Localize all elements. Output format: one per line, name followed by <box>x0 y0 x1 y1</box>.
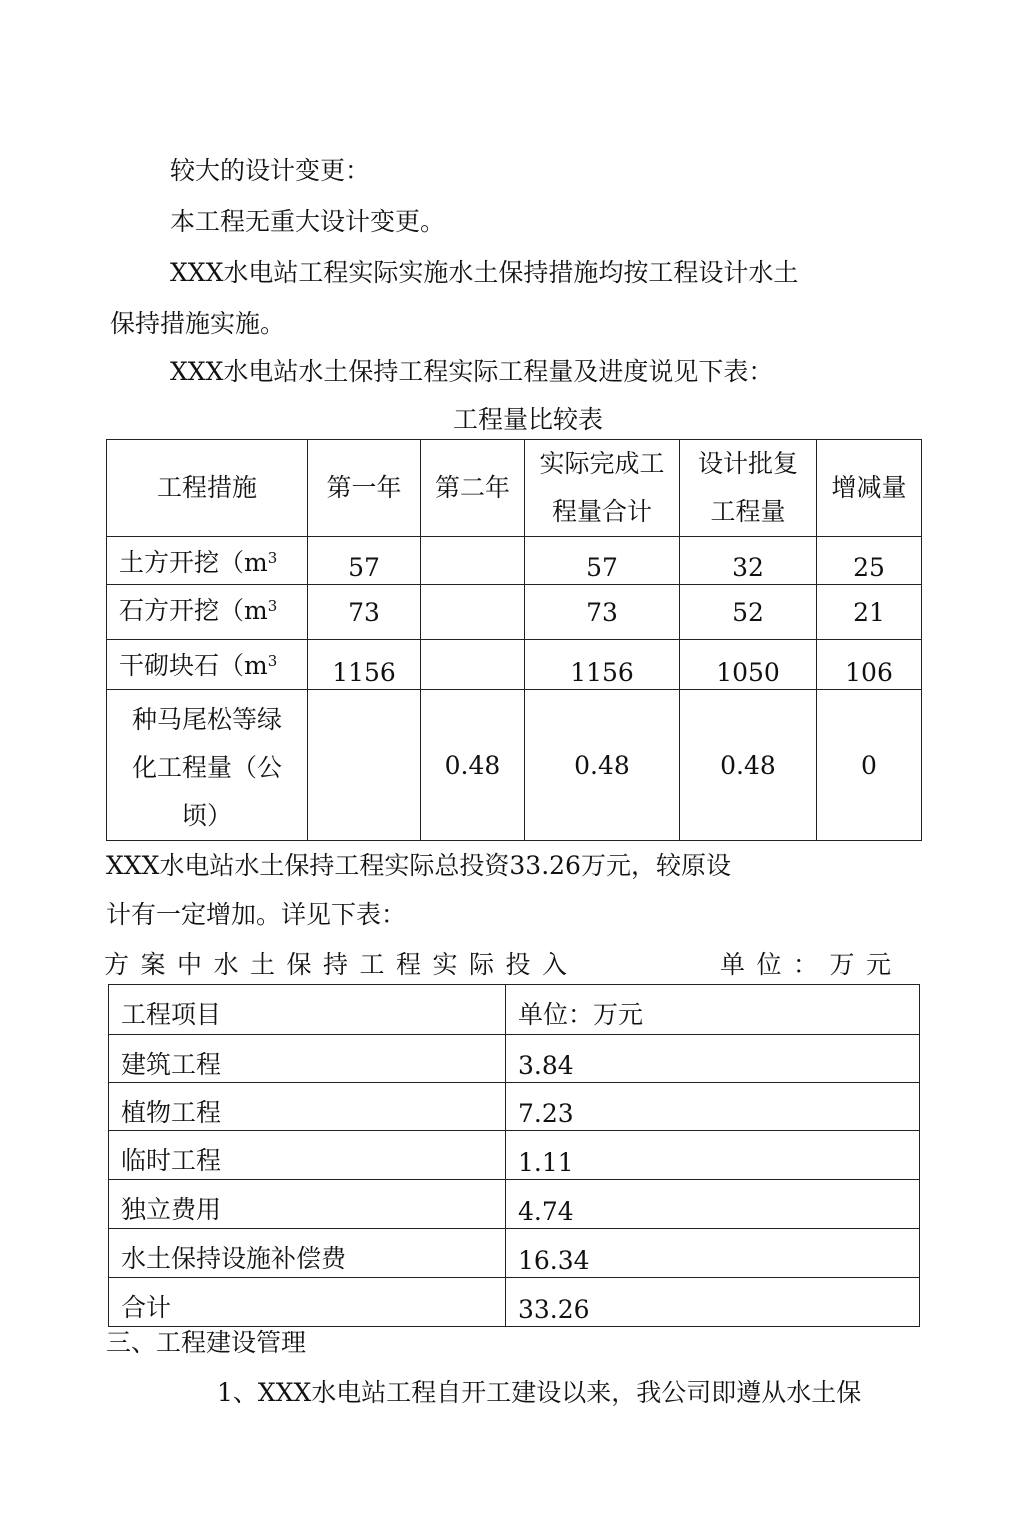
cell-total: 57 <box>525 537 680 585</box>
table2-caption: 方案中水土保持工程实际投入 <box>104 950 579 979</box>
cell-total: 0.48 <box>525 690 680 841</box>
cell-year2 <box>421 640 525 690</box>
quantity-comparison-table <box>106 439 922 841</box>
cell-item: 独立费用 <box>109 1180 506 1229</box>
cell-item: 建筑工程 <box>109 1035 506 1083</box>
row-label-greening <box>107 690 308 841</box>
table-row <box>107 537 922 585</box>
cell-value: 7.23 <box>506 1083 920 1131</box>
header-item: 工程项目 <box>109 985 506 1035</box>
row-label-sup: 3 <box>267 652 278 670</box>
section-heading-construction-management: 三、工程建设管理 <box>106 1328 307 1357</box>
cell-year1 <box>308 690 421 841</box>
cell-value: 3.84 <box>506 1035 920 1083</box>
cell-item: 水土保持设施补偿费 <box>109 1229 506 1278</box>
header-measure: 工程措施 <box>107 440 308 537</box>
header-actual-total <box>525 440 680 537</box>
cell-value: 4.74 <box>506 1180 920 1229</box>
cell-year1: 73 <box>308 585 421 640</box>
header-unit: 单位：万元 <box>506 985 920 1035</box>
row-label-sup: 3 <box>267 597 278 615</box>
cell-item: 植物工程 <box>109 1083 506 1131</box>
paragraph-investment-line1: XXX水电站水土保持工程实际总投资33.26万元，较原设 <box>106 851 731 880</box>
cell-design: 52 <box>680 585 817 640</box>
row-label-dry-masonry <box>107 640 308 690</box>
paragraph-table-intro: XXX水电站水土保持工程实际工程量及进度说见下表： <box>170 357 774 386</box>
cell-value: 33.26 <box>506 1278 920 1327</box>
row-label-earthwork <box>107 537 308 585</box>
table-row <box>109 1229 920 1278</box>
row-label-text: 土方开挖（m <box>119 548 268 577</box>
cell-item: 合计 <box>109 1278 506 1327</box>
cell-value: 16.34 <box>506 1229 920 1278</box>
cell-year1: 57 <box>308 537 421 585</box>
row-label-text: 石方开挖（m <box>119 596 268 625</box>
table2-unit-caption: 单位：万元 <box>720 950 903 979</box>
row-label-line2: 化工程量（公 <box>131 753 282 782</box>
cell-diff: 21 <box>817 585 922 640</box>
cell-value: 1.11 <box>506 1131 920 1180</box>
cell-total: 1156 <box>525 640 680 690</box>
table-row <box>109 1180 920 1229</box>
header-change: 增减量 <box>817 440 922 537</box>
cell-year2: 0.48 <box>421 690 525 841</box>
table-row <box>109 1035 920 1083</box>
cell-diff: 106 <box>817 640 922 690</box>
cell-design: 32 <box>680 537 817 585</box>
table2-header-row <box>109 985 920 1035</box>
header-year2: 第二年 <box>421 440 525 537</box>
paragraph-measures-line1: XXX水电站工程实际实施水土保持措施均按工程设计水土 <box>170 258 799 287</box>
table-row <box>109 1083 920 1131</box>
table1-title: 工程量比较表 <box>453 405 604 434</box>
cell-design: 1050 <box>680 640 817 690</box>
row-label-line1: 种马尾松等绿 <box>131 705 282 734</box>
cell-diff: 25 <box>817 537 922 585</box>
cell-year2 <box>421 585 525 640</box>
header-design-line2: 工程量 <box>710 497 786 526</box>
row-label-rockwork <box>107 585 308 640</box>
paragraph-construction-line1: 1、XXX水电站工程自开工建设以来，我公司即遵从水土保 <box>217 1378 862 1407</box>
cell-design: 0.48 <box>680 690 817 841</box>
header-actual-total-line2: 程量合计 <box>551 497 652 526</box>
header-design-line1: 设计批复 <box>697 449 798 478</box>
header-design-approved <box>680 440 817 537</box>
header-actual-total-line1: 实际完成工 <box>539 449 665 478</box>
investment-table <box>108 984 920 1327</box>
table-row <box>107 640 922 690</box>
row-label-sup: 3 <box>267 549 278 567</box>
cell-total: 73 <box>525 585 680 640</box>
paragraph-design-change: 较大的设计变更： <box>170 156 371 185</box>
header-year1: 第一年 <box>308 440 421 537</box>
table-row <box>107 585 922 640</box>
cell-diff: 0 <box>817 690 922 841</box>
paragraph-investment-line2: 计有一定增加。详见下表： <box>106 900 407 929</box>
paragraph-no-major-change: 本工程无重大设计变更。 <box>170 207 446 236</box>
table-row <box>107 690 922 841</box>
table-row <box>109 1278 920 1327</box>
cell-year1: 1156 <box>308 640 421 690</box>
cell-item: 临时工程 <box>109 1131 506 1180</box>
row-label-text: 干砌块石（m <box>119 651 268 680</box>
table-row <box>109 1131 920 1180</box>
cell-year2 <box>421 537 525 585</box>
table1-header-row <box>107 440 922 537</box>
row-label-line3: 顷） <box>181 801 232 830</box>
paragraph-measures-line2: 保持措施实施。 <box>110 309 286 338</box>
